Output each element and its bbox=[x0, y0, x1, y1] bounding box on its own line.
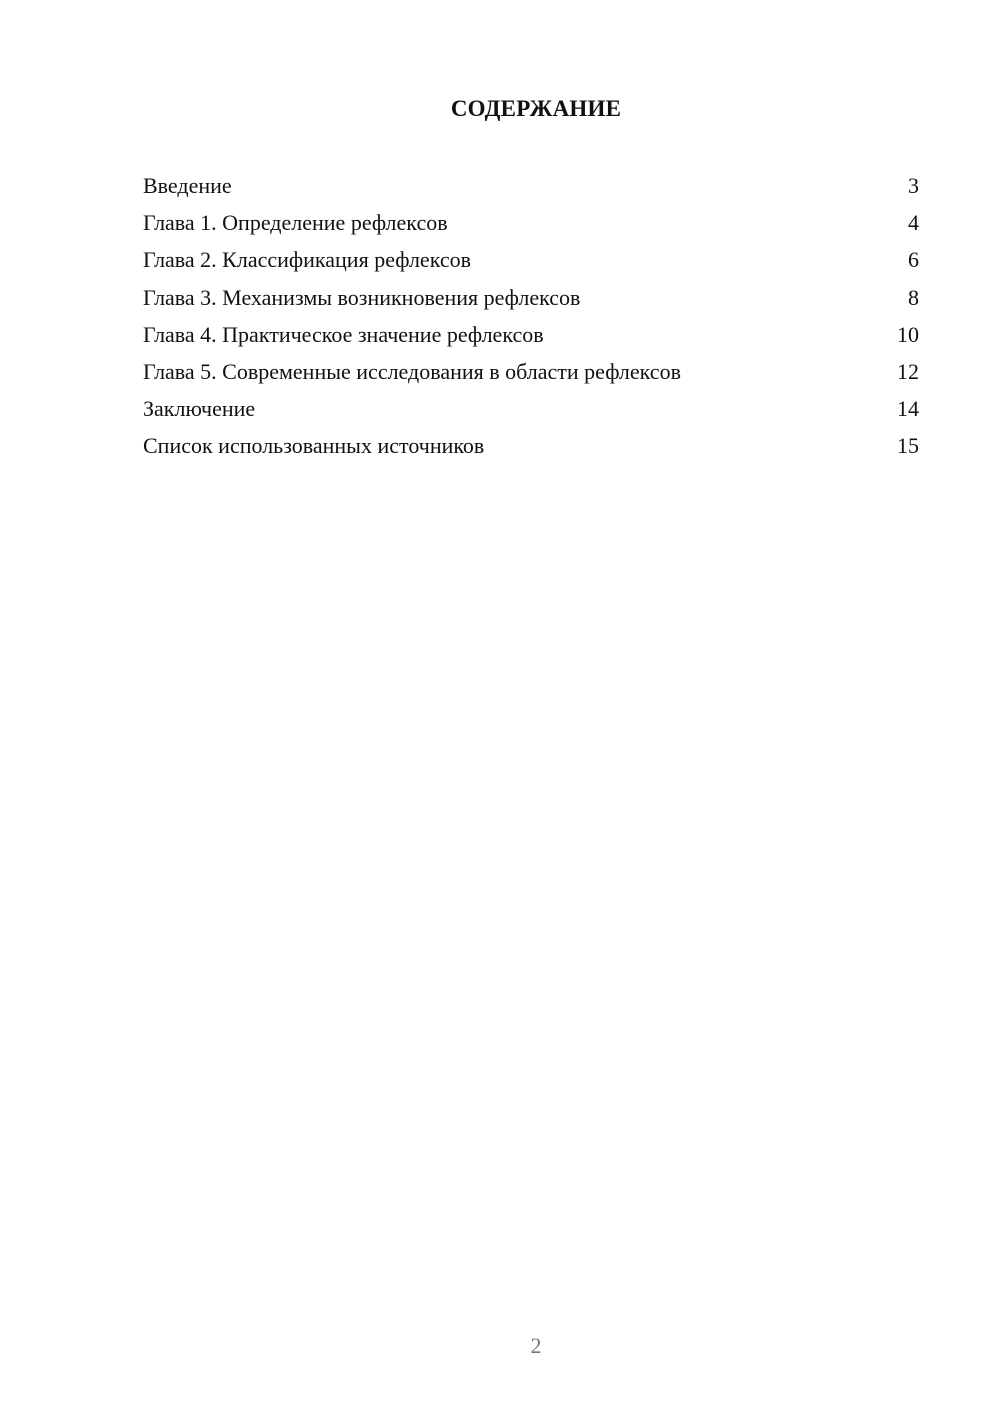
toc-entry-label: Заключение bbox=[143, 396, 256, 422]
toc-entry-introduction[interactable] bbox=[143, 167, 919, 204]
toc-entry-page: 6 bbox=[908, 247, 919, 273]
toc-entry-chapter-1[interactable] bbox=[143, 204, 919, 241]
toc-entry-chapter-2[interactable] bbox=[143, 241, 919, 278]
toc-entry-label: Глава 5. Современные исследования в области рефлексов bbox=[143, 358, 681, 384]
toc-entry-references[interactable] bbox=[143, 427, 919, 464]
toc-entry-chapter-5[interactable] bbox=[143, 353, 919, 390]
toc-entry-label: Глава 1. Определение рефлексов bbox=[143, 210, 448, 236]
page-number: 2 bbox=[530, 1333, 542, 1358]
toc-entry-conclusion[interactable] bbox=[143, 390, 919, 427]
toc-entry-label: Глава 2. Классификация рефлексов bbox=[143, 247, 471, 273]
toc-entry-page: 15 bbox=[897, 433, 919, 459]
toc-entry-page: 4 bbox=[908, 210, 919, 236]
toc-entry-page: 8 bbox=[908, 284, 919, 310]
toc-entry-page: 12 bbox=[897, 358, 919, 384]
toc-entry-chapter-4[interactable] bbox=[143, 316, 919, 353]
toc-entry-chapter-3[interactable] bbox=[143, 279, 919, 316]
toc-entry-page: 3 bbox=[908, 173, 919, 198]
toc-entry-page: 10 bbox=[897, 321, 919, 347]
table-of-contents bbox=[143, 167, 919, 465]
toc-entry-label: Глава 4. Практическое значение рефлексов bbox=[143, 321, 544, 347]
toc-entry-label: Глава 3. Механизмы возникновения рефлексов bbox=[143, 284, 581, 310]
toc-entry-label: Список использованных источников bbox=[143, 433, 485, 459]
toc-entry-label: Введение bbox=[143, 173, 232, 198]
toc-entry-page: 14 bbox=[897, 396, 919, 422]
page-title: СОДЕРЖАНИЕ bbox=[450, 96, 622, 121]
